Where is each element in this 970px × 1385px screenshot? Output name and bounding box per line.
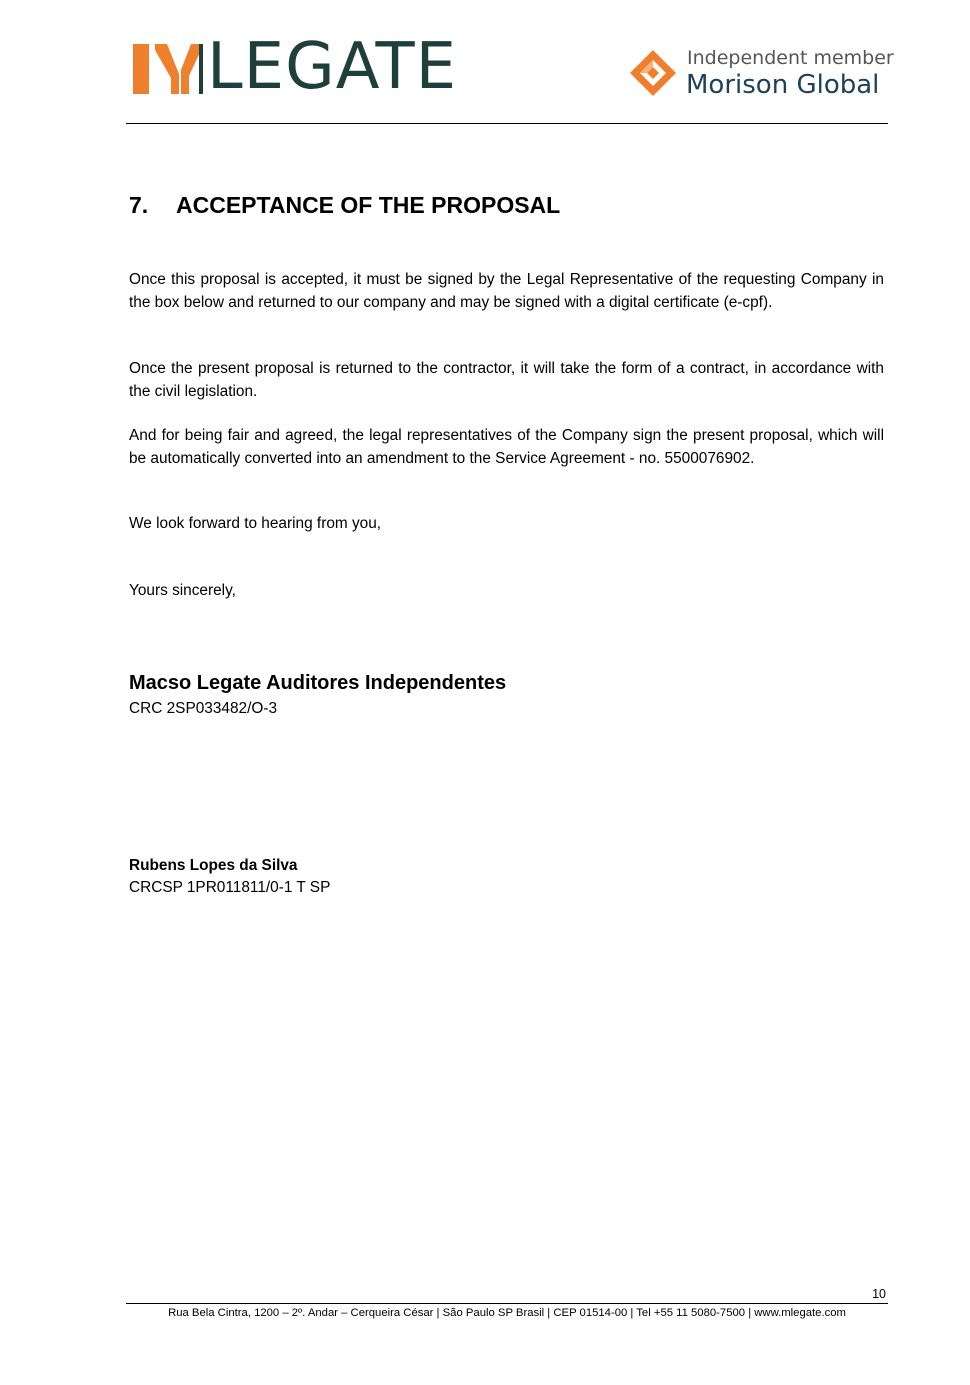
closing-look-forward: We look forward to hearing from you, (129, 515, 382, 532)
morison-global-name: Morison Global (686, 70, 880, 100)
section-title: ACCEPTANCE OF THE PROPOSAL (176, 192, 561, 218)
morison-emblem-icon (630, 50, 676, 96)
header-rule (126, 123, 888, 124)
paragraph-contract: Once the present proposal is returned to the contractor, it will take the form of a contract, in accordance with the civil legislation. (129, 360, 884, 400)
closing-sign-off: Yours sincerely, (129, 582, 236, 599)
footer-rule (126, 1303, 888, 1304)
paragraph-agreement: And for being fair and agreed, the legal representatives of the Company sign the present proposal, which will be automatically converted into an amendment to the Service Agreement - no. 5500076902. (129, 427, 884, 467)
signatory-person-registration: CRCSP 1PR011811/0-1 T SP (129, 879, 331, 896)
mlegate-wordmark: LEGATE (207, 30, 458, 104)
independent-member-label: Independent member (687, 47, 894, 69)
section-heading (129, 192, 560, 219)
page-number: 10 (872, 1287, 886, 1301)
signatory-company: Macso Legate Auditores Independentes (129, 672, 507, 694)
signatory-company-registration: CRC 2SP033482/O-3 (129, 700, 277, 717)
signatory-person: Rubens Lopes da Silva (129, 857, 298, 874)
morison-global-logo (630, 47, 894, 100)
mlegate-m-mark-icon (133, 44, 205, 94)
footer-address: Rua Bela Cintra, 1200 – 2º. Andar – Cerqueira César | São Paulo SP Brasil | CEP 01514-00 | Tel +55 11 5080-7500 | www.mlegate.com (168, 1307, 846, 1319)
paragraph-acceptance: Once this proposal is accepted, it must be signed by the Legal Representative of the requesting Company in the box below and returned to our company and may be signed with a digital certificate (e-cpf). (129, 271, 884, 311)
section-number: 7. (129, 192, 149, 218)
